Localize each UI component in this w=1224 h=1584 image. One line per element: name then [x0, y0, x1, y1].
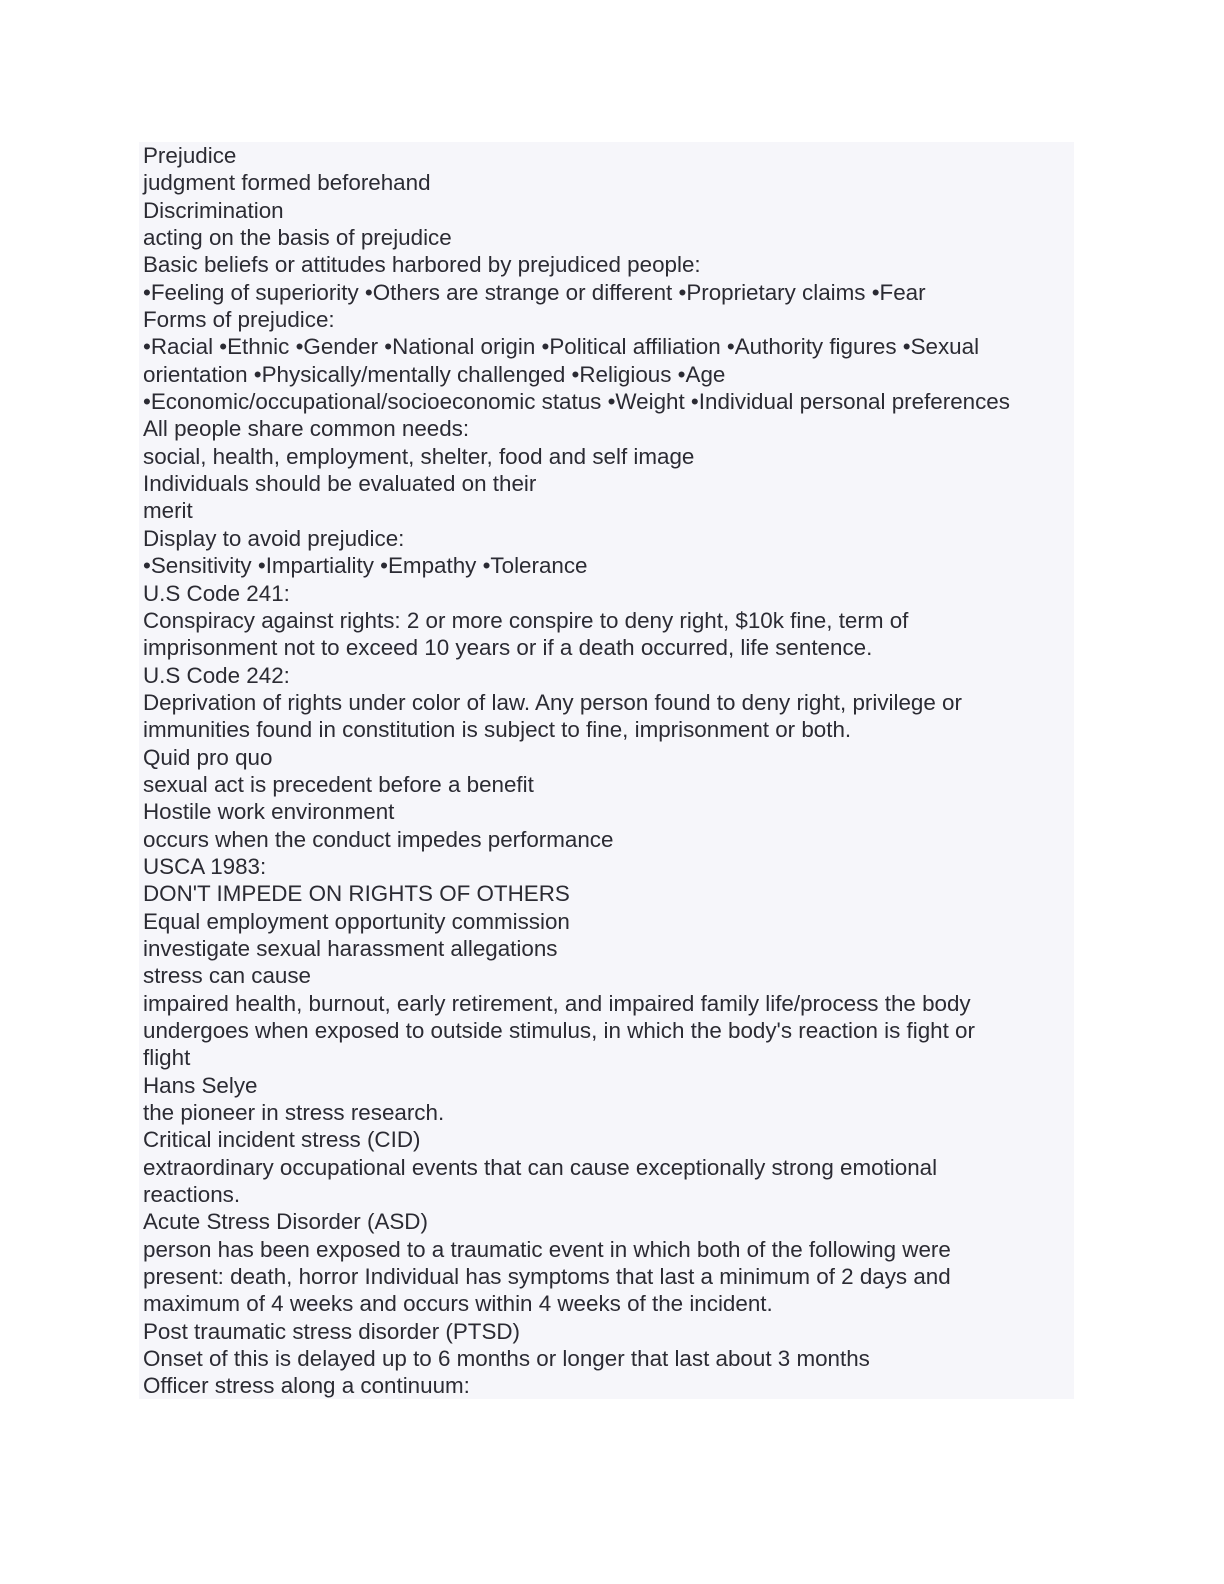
text-line: Prejudice: [143, 143, 237, 168]
text-line: social, health, employment, shelter, food and self image: [143, 443, 695, 469]
text-line: the pioneer in stress research.: [143, 1100, 445, 1126]
text-line: extraordinary occupational events that can cause exceptionally strong emotional: [143, 1154, 938, 1180]
text-line: •Sensitivity •Impartiality •Empathy •Tolerance: [143, 553, 588, 579]
text-line: Quid pro quo: [143, 744, 273, 770]
text-line: present: death, horror Individual has symptoms that last a minimum of 2 days and: [143, 1264, 951, 1290]
text-line: Post traumatic stress disorder (PTSD): [143, 1318, 521, 1344]
text-line: Discrimination: [143, 197, 284, 223]
text-line: Officer stress along a continuum:: [143, 1373, 470, 1399]
text-line: Basic beliefs or attitudes harbored by prejudiced people:: [143, 252, 701, 278]
text-line: occurs when the conduct impedes performance: [143, 826, 614, 852]
text-line: Hans Selye: [143, 1072, 258, 1098]
text-line: U.S Code 242:: [143, 662, 290, 688]
text-line: orientation •Physically/mentally challenged •Religious •Age: [143, 361, 726, 387]
text-line: All people share common needs:: [143, 416, 470, 442]
text-line: immunities found in constitution is subject to fine, imprisonment or both.: [143, 717, 852, 743]
text-line: investigate sexual harassment allegations: [143, 935, 558, 961]
text-line: •Racial •Ethnic •Gender •National origin •Political affiliation •Authority figures •Sexual: [143, 334, 980, 360]
text-line: Conspiracy against rights: 2 or more conspire to deny right, $10k fine, term of: [143, 607, 909, 633]
text-line: imprisonment not to exceed 10 years or if a death occurred, life sentence.: [143, 635, 873, 661]
text-line: Display to avoid prejudice:: [143, 525, 405, 551]
text-line: Individuals should be evaluated on their: [143, 471, 537, 497]
text-line: merit: [143, 498, 193, 524]
text-line: Critical incident stress (CID): [143, 1127, 421, 1153]
text-line: •Economic/occupational/socioeconomic status •Weight •Individual personal preferences: [143, 389, 1010, 415]
text-line: judgment formed beforehand: [143, 170, 431, 196]
text-line: undergoes when exposed to outside stimulus, in which the body's reaction is fight or: [143, 1018, 975, 1043]
text-line: sexual act is precedent before a benefit: [143, 771, 534, 797]
text-line: U.S Code 241:: [143, 580, 290, 606]
text-line: flight: [143, 1045, 191, 1071]
text-line: person has been exposed to a traumatic event in which both of the following were: [143, 1236, 951, 1262]
text-line: •Feeling of superiority •Others are strange or different •Proprietary claims •Fear: [143, 279, 926, 305]
text-line: Hostile work environment: [143, 799, 395, 825]
text-line: Equal employment opportunity commission: [143, 908, 570, 934]
text-line: DON'T IMPEDE ON RIGHTS OF OTHERS: [143, 881, 570, 907]
text-line: Forms of prejudice:: [143, 307, 335, 333]
text-line: reactions.: [143, 1182, 241, 1208]
text-line: maximum of 4 weeks and occurs within 4 weeks of the incident.: [143, 1291, 773, 1317]
text-line: Acute Stress Disorder (ASD): [143, 1209, 428, 1235]
text-lines: [143, 142, 1068, 1399]
text-line: stress can cause: [143, 963, 312, 989]
text-line: USCA 1983:: [143, 853, 267, 879]
text-line: Deprivation of rights under color of law. Any person found to deny right, privilege or: [143, 689, 962, 715]
text-line: Onset of this is delayed up to 6 months or longer that last about 3 months: [143, 1346, 870, 1372]
text-line: impaired health, burnout, early retirement, and impaired family life/process the body: [143, 990, 971, 1016]
document-text-block: [139, 142, 1074, 1399]
text-line: acting on the basis of prejudice: [143, 225, 452, 251]
